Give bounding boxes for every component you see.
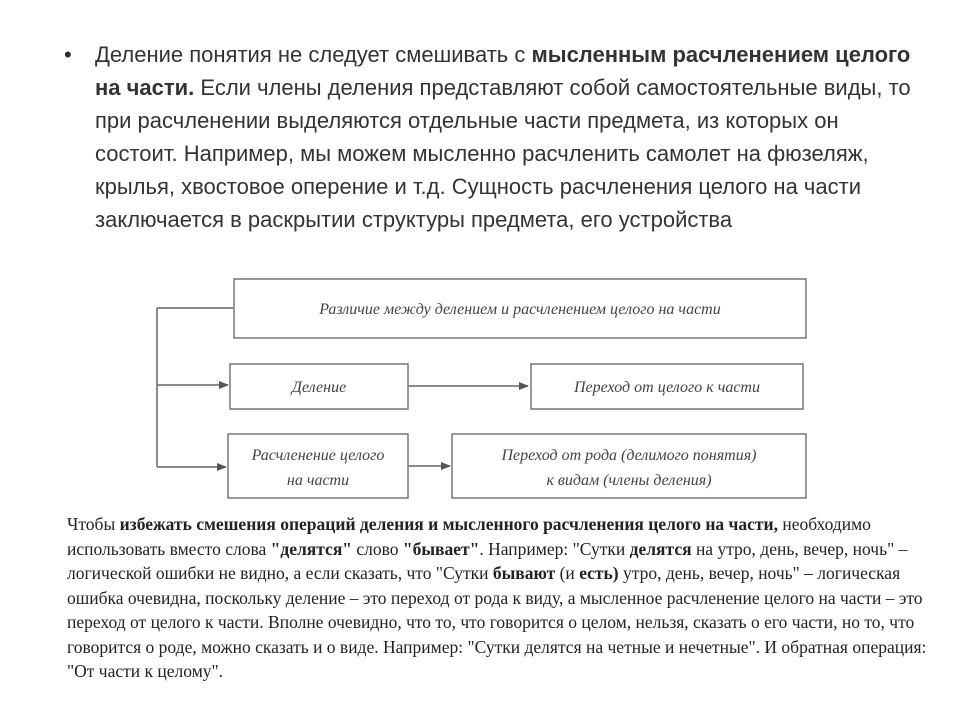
explanation-word-delyatsya: делятся [629,538,692,559]
main-paragraph-part2: Если члены деления представляют собой самостоятельные виды, то при расчленении выделяются отдельные части предмета, из которых он состоит. Например, мы можем мысленно расчленить самолет на фюзеляж, крылья, хвостовое оперение и т.д. Сущность расчленения целого на части заключается в раскрытии структуры предмета, его устройства [95,75,911,232]
explanation-s5: на утро, день, вечер, ночь" – логической ошибки не видно, а если сказать, что "Сутки [67,538,908,583]
explanation-s7: утро, день, вечер, ночь" – логическая ошибка очевидна, поскольку деление – это переход от рода к виду, а мысленное расчленение целого на части – это переход от целого к части. Вполне очевидно, что то, что говорится о целом, нельзя, сказать о его части, но то, что говорится о роде, можно сказать и о виде. Например: "Сутки делятся на четные и нечетные". И обратная операция: "От части к целому". [67,563,927,681]
explanation-quote-delyatsya: "делятся" [270,538,353,559]
main-paragraph-part1: Деление понятия не следует смешивать с [95,42,532,67]
explanation-s1: Чтобы [67,514,120,534]
bullet-marker: • [64,42,72,67]
dismember-box-label-line2: на части [286,472,350,489]
explanation-s4: . Например: "Сутки [479,538,630,559]
main-paragraph-bold: мысленным расчленением целого на части. [95,42,911,100]
explanation-s6: (и [555,563,580,583]
genus-box-label-line1: Переход от рода (делимого понятия) [501,447,757,464]
explanation-word-est: есть) [579,563,619,583]
explanation-bold-phrase: избежать смешения операций деления и мысленного расчленения целого на части, [119,514,778,534]
title-box-label: Различие между делением и расчленением целого на части [319,301,721,318]
explanation-paragraph [67,512,927,684]
whole-to-part-box-label: Переход от целого к части [574,379,760,396]
division-box-label: Деление [291,379,347,396]
explanation-word-byvayut: бывают [492,563,556,583]
explanation-s3: слово [352,538,403,559]
explanation-quote-byvaet: "бывает" [402,538,480,559]
genus-box-label-line2: к видам (члены деления) [546,472,712,489]
dismember-box-label-line1: Расчленение целого [251,447,385,464]
explanation-s2: необходимо использовать вместо слова [67,514,871,559]
